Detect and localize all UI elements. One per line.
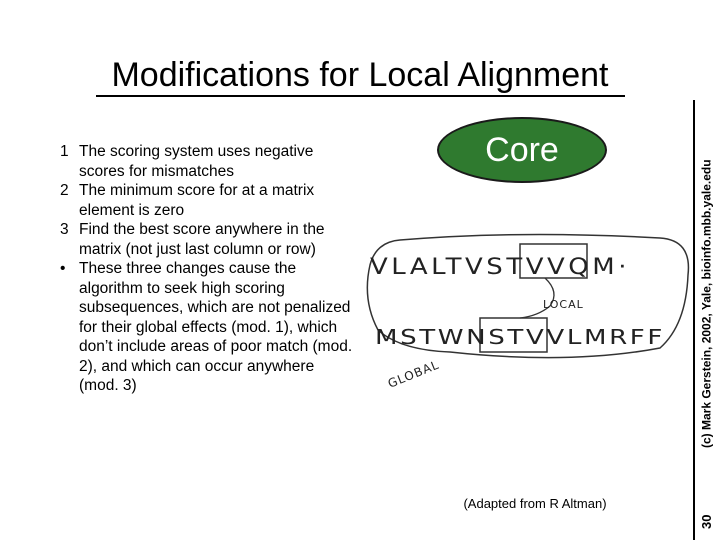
core-badge bbox=[437, 117, 607, 183]
bullet-marker: 3 bbox=[60, 221, 69, 238]
title-underline bbox=[96, 95, 625, 97]
bullet-list bbox=[55, 142, 355, 396]
seq2-text: MSTWNSTVVLMRFF bbox=[375, 325, 665, 349]
global-label: GLOBAL bbox=[385, 357, 442, 391]
caption: (Adapted from R Altman) bbox=[463, 496, 607, 511]
bullet-text: Find the best score anywhere in the matrix (not just last column or row) bbox=[79, 221, 325, 258]
bullet-marker: 1 bbox=[60, 143, 69, 160]
slide-title: Modifications for Local Alignment bbox=[111, 56, 609, 94]
list-item bbox=[55, 220, 355, 259]
list-item bbox=[55, 181, 355, 220]
bullet-text: The minimum score for at a matrix element is zero bbox=[79, 182, 315, 219]
bullet-marker: 2 bbox=[60, 182, 69, 199]
alignment-sketch bbox=[360, 230, 690, 400]
bullet-text: The scoring system uses negative scores for mismatches bbox=[79, 143, 314, 180]
list-item bbox=[55, 142, 355, 181]
slide-number: 30 bbox=[699, 514, 714, 530]
local-label: LOCAL bbox=[543, 298, 584, 311]
list-item bbox=[55, 259, 355, 396]
credit-text: (c) Mark Gerstein, 2002, Yale, bioinfo.mbb.yale.edu bbox=[699, 159, 714, 449]
bullet-marker: • bbox=[60, 260, 66, 277]
core-label: Core bbox=[485, 130, 559, 169]
seq1-text: VLALTVSTVVQM· bbox=[370, 255, 630, 280]
bullet-text: These three changes cause the algorithm to seek high scoring subsequences, which are not penalized for their global effects (mod. 1), which don’t include areas of poor match (mod. 2), and which can occur anywhere (mod. 3) bbox=[79, 260, 353, 394]
